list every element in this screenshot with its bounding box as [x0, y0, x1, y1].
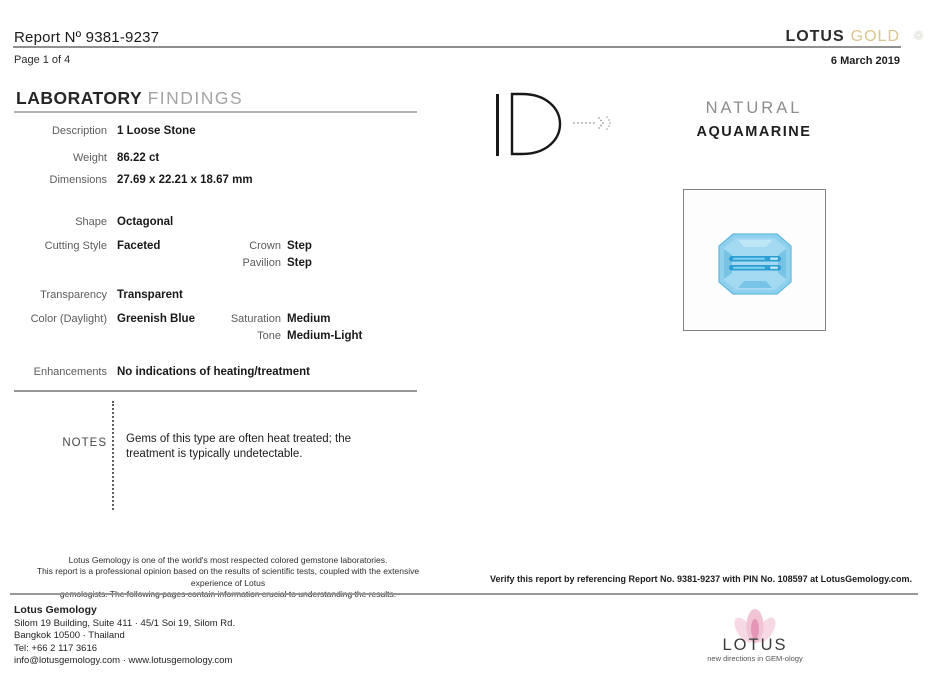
crown-value: Step [287, 240, 312, 252]
page-indicator: Page 1 of 4 [14, 54, 71, 66]
weight-value: 86.22 ct [117, 152, 160, 164]
lotus-logo-tagline: new directions in GEM-ology [707, 654, 803, 663]
brand-wordmark [785, 28, 900, 46]
lotus-logo-name: LOTUS [722, 636, 788, 654]
section-title-sub: FINDINGS [147, 88, 244, 108]
pavilion-label: Pavilion [242, 257, 281, 269]
row-pavilion [0, 257, 460, 273]
enhancements-label: Enhancements [33, 366, 107, 378]
title-divider [14, 111, 417, 113]
dimensions-label: Dimensions [49, 174, 107, 186]
row-cutting-style [0, 240, 460, 256]
brand-lotus: LOTUS [785, 28, 845, 45]
report-date: 6 March 2019 [830, 55, 900, 67]
header-divider [13, 46, 901, 48]
cutting-style-value: Faceted [117, 240, 161, 252]
section-title [16, 88, 243, 109]
address-line-4: info@lotusgemology.com · www.lotusgemology.com [14, 654, 233, 666]
description-label: Description [51, 125, 107, 137]
address-block [14, 604, 235, 667]
transparency-label: Transparency [40, 289, 107, 301]
id-monogram-d-icon [509, 92, 563, 156]
row-shape [0, 216, 460, 232]
row-enhancements [0, 366, 460, 382]
lotus-logo [690, 598, 820, 670]
disclaimer-line-1: Lotus Gemology is one of the world's most respected colored gemstone laboratories. [68, 555, 388, 565]
gem-photo-frame [683, 189, 826, 331]
id-monogram [496, 92, 616, 162]
gemstone-image [718, 233, 792, 295]
disclaimer-line-2: This report is a professional opinion based on the results of scientific tests, coupled with the extensive experience of Lotus [36, 566, 420, 588]
shape-value: Octagonal [117, 216, 174, 228]
enhancements-value: No indications of heating/treatment [117, 366, 310, 378]
section-title-main: LABORATORY [16, 88, 143, 108]
report-number: Report Nº 9381-9237 [14, 29, 160, 46]
row-transparency [0, 289, 460, 305]
row-color-daylight [0, 313, 460, 329]
cutting-style-label: Cutting Style [44, 240, 107, 252]
tone-label: Tone [257, 330, 281, 342]
color-daylight-label: Color (Daylight) [30, 313, 107, 325]
id-monogram-i [496, 94, 499, 156]
brand-gold: GOLD [850, 28, 900, 45]
row-tone [0, 330, 460, 346]
saturation-value: Medium [287, 313, 331, 325]
row-weight [0, 152, 460, 168]
dimensions-value: 27.69 x 22.21 x 18.67 mm [117, 174, 253, 186]
faint-lotus-icon: ❁ [913, 28, 924, 43]
dotted-arrow-icon [572, 112, 614, 134]
shape-label: Shape [75, 216, 107, 228]
pavilion-value: Step [287, 257, 312, 269]
color-daylight-value: Greenish Blue [117, 313, 195, 325]
footer-divider [10, 593, 918, 595]
address-line-3: Tel: +66 2 117 3616 [14, 642, 98, 654]
identification-origin: NATURAL [705, 99, 803, 117]
row-description [0, 125, 460, 141]
row-dimensions [0, 174, 460, 190]
notes-dotted-rule [112, 401, 114, 510]
verify-instructions: Verify this report by referencing Report No. 9381-9237 with PIN No. 108597 at LotusGemology.com. [490, 574, 912, 584]
address-name: Lotus Gemology [14, 604, 97, 616]
crown-label: Crown [249, 240, 281, 252]
identification-species: AQUAMARINE [696, 124, 812, 140]
tone-value: Medium-Light [287, 330, 363, 342]
notes-text: Gems of this type are often heat treated; the treatment is typically undetectable. [126, 433, 352, 460]
weight-label: Weight [72, 152, 107, 164]
enhancements-divider [14, 390, 417, 392]
address-line-2: Bangkok 10500 · Thailand [14, 630, 125, 642]
address-line-1: Silom 19 Building, Suite 411 · 45/1 Soi 19, Silom Rd. [14, 618, 236, 630]
saturation-label: Saturation [230, 313, 281, 325]
transparency-value: Transparent [117, 289, 183, 301]
notes-label: NOTES [62, 437, 107, 449]
description-value: 1 Loose Stone [117, 125, 196, 137]
